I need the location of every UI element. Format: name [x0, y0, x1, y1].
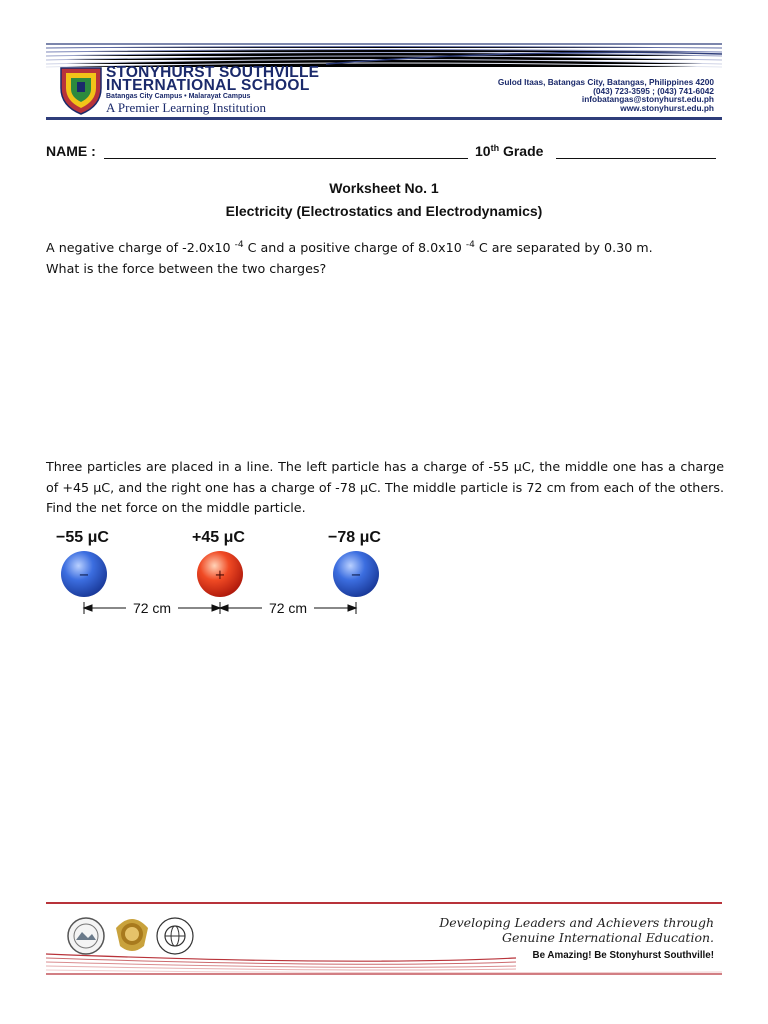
school-slogan: A Premier Learning Institution: [106, 100, 266, 115]
footer-divider: [46, 902, 722, 904]
school-email: infobatangas@stonyhurst.edu.ph: [581, 94, 714, 105]
grade-label: Grade: [502, 143, 544, 159]
header-divider: [46, 117, 722, 120]
school-name-line2: INTERNATIONAL SCHOOL: [106, 77, 310, 94]
school-contact-info: [498, 78, 714, 112]
right-particle-sign: −: [350, 568, 362, 583]
worksheet-title: Worksheet No. 1: [329, 180, 439, 196]
grade-input-line[interactable]: [556, 158, 716, 159]
distance-label-2: 72 cm: [268, 600, 308, 616]
footer-motto: [439, 915, 714, 945]
left-particle-sign: −: [78, 568, 90, 583]
motto-line2: Genuine International Education.: [501, 930, 714, 945]
worksheet-subtitle: Electricity (Electrostatics and Electrodynamics): [225, 203, 543, 219]
school-name-block: [106, 66, 319, 115]
grade-label-group: [475, 143, 543, 159]
charge-diagram: [50, 524, 390, 624]
name-input-line[interactable]: [104, 158, 468, 159]
problem-1: [46, 238, 724, 279]
problem-2: Three particles are placed in a line. The left particle has a charge of -55 μC, the middle one has a charge of +45 μC, and the right one has a charge of -78 μC. The middle particle is 72 cm from each of the others. Find the net force on the middle particle.: [46, 459, 724, 515]
school-campuses: Batangas City Campus • Malarayat Campus: [106, 93, 251, 100]
distance-label-1: 72 cm: [132, 600, 172, 616]
name-label: NAME :: [46, 143, 96, 159]
motto-line1: Developing Leaders and Achievers through: [439, 915, 714, 930]
middle-particle-sign: +: [214, 568, 226, 583]
grade-number: 10: [475, 143, 491, 159]
name-grade-row: [46, 143, 726, 163]
footer-tagline: Be Amazing! Be Stonyhurst Southville!: [532, 950, 714, 961]
grade-suffix: th: [490, 143, 500, 153]
school-address: Gulod Itaas, Batangas City, Batangas, Philippines 4200: [497, 77, 714, 87]
right-charge-label: −78 μC: [328, 529, 381, 546]
school-phone: (043) 723-3595 ; (043) 741-6042: [593, 85, 714, 96]
school-website: www.stonyhurst.edu.ph: [620, 102, 714, 113]
school-name-line1: STONYHURST SOUTHVILLE: [106, 64, 320, 81]
problem-1-line2: What is the force between the two charges?: [46, 260, 327, 276]
distance-arrows: [84, 602, 356, 614]
problem-1-line1: A negative charge of -2.0x10 $^{-4}$ C and a positive charge of 8.0x10 $^{-4}$ C are separated by 0.30 m.: [46, 240, 653, 255]
school-crest-logo: [58, 64, 104, 116]
left-charge-label: −55 μC: [56, 529, 109, 546]
middle-charge-label: +45 μC: [192, 529, 245, 546]
